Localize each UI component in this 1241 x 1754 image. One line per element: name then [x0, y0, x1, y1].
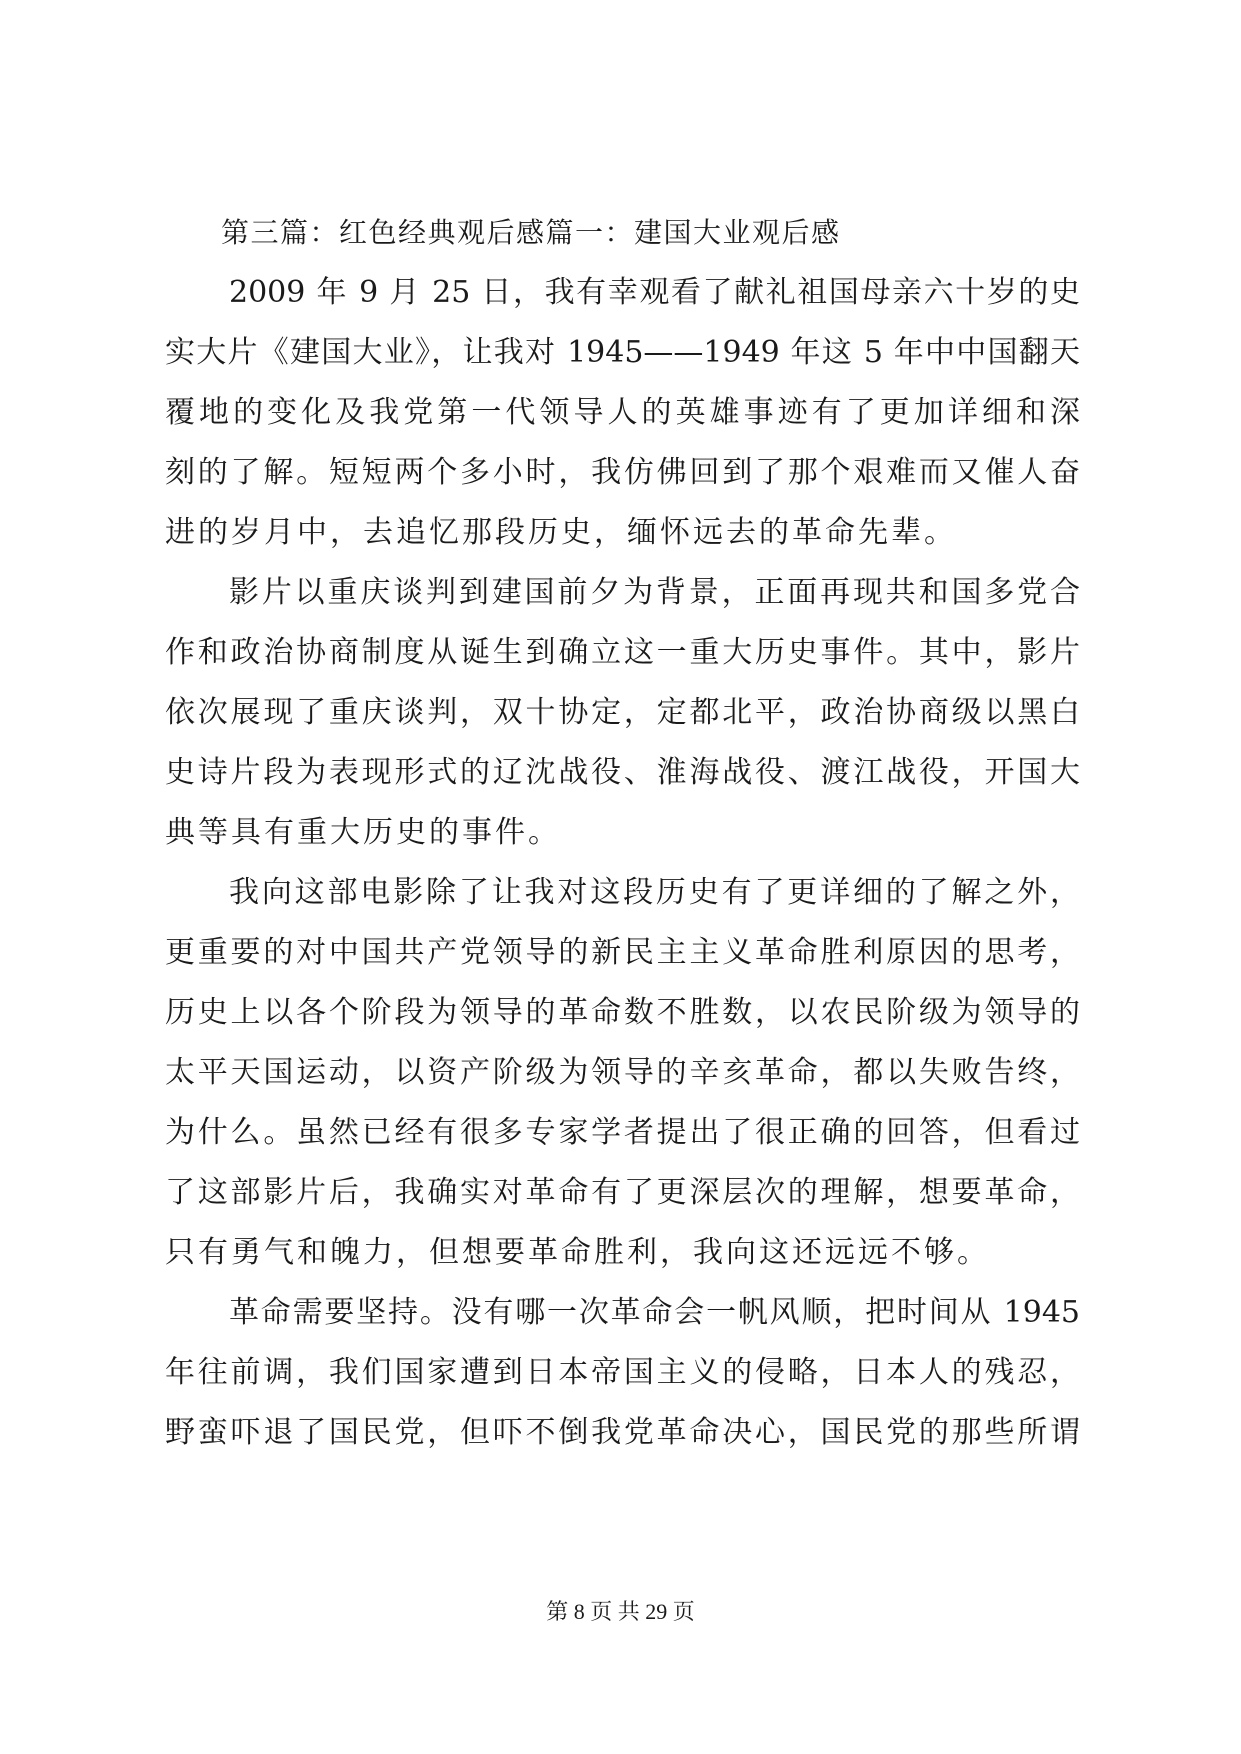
text-line: 史诗片段为表现形式的辽沈战役、淮海战役、渡江战役，开国大	[165, 755, 1080, 790]
paragraph-1	[165, 263, 1080, 563]
text-line: 进的岁月中，去追忆那段历史，缅怀远去的革命先辈。	[165, 515, 957, 550]
text-line: 历史上以各个阶段为领导的革命数不胜数，以农民阶级为领导的	[165, 995, 1080, 1030]
text-line: 刻的了解。短短两个多小时，我仿佛回到了那个艰难而又催人奋	[165, 455, 1080, 490]
text-line: 太平天国运动，以资产阶级为领导的辛亥革命，都以失败告终，	[165, 1055, 1080, 1090]
paragraph-4	[165, 1283, 1080, 1463]
page-number-footer: 第 8 页 共 29 页	[546, 1599, 695, 1624]
text-line: 依次展现了重庆谈判，双十协定，定都北平，政治协商级以黑白	[165, 695, 1080, 730]
text-line: 影片以重庆谈判到建国前夕为背景，正面再现共和国多党合	[229, 575, 1080, 610]
text-line: 只有勇气和魄力，但想要革命胜利，我向这还远远不够。	[165, 1235, 990, 1270]
text-line: 革命需要坚持。没有哪一次革命会一帆风顺，把时间从 1945	[229, 1295, 1080, 1330]
text-line: 更重要的对中国共产党领导的新民主主义革命胜利原因的思考，	[165, 935, 1080, 970]
text-line: 作和政治协商制度从诞生到确立这一重大历史事件。其中，影片	[165, 635, 1080, 670]
text-line: 为什么。虽然已经有很多专家学者提出了很正确的回答，但看过	[165, 1115, 1080, 1150]
document-body	[165, 203, 1080, 1463]
section-heading: 第三篇：红色经典观后感篇一：建国大业观后感	[221, 216, 841, 249]
text-line: 覆地的变化及我党第一代领导人的英雄事迹有了更加详细和深	[165, 395, 1080, 430]
paragraph-2	[165, 563, 1080, 863]
text-line: 典等具有重大历史的事件。	[165, 815, 561, 850]
text-line: 野蛮吓退了国民党，但吓不倒我党革命决心，国民党的那些所谓	[165, 1415, 1080, 1450]
paragraph-3	[165, 863, 1080, 1283]
text-line: 了这部影片后，我确实对革命有了更深层次的理解，想要革命，	[165, 1175, 1080, 1210]
text-line: 2009 年 9 月 25 日，我有幸观看了献礼祖国母亲六十岁的史	[229, 275, 1080, 310]
text-line: 实大片《建国大业》，让我对 1945——1949 年这 5 年中中国翻天	[165, 335, 1080, 370]
text-line: 年往前调，我们国家遭到日本帝国主义的侵略，日本人的残忍，	[165, 1355, 1080, 1390]
text-line: 我向这部电影除了让我对这段历史有了更详细的了解之外，	[229, 875, 1080, 910]
